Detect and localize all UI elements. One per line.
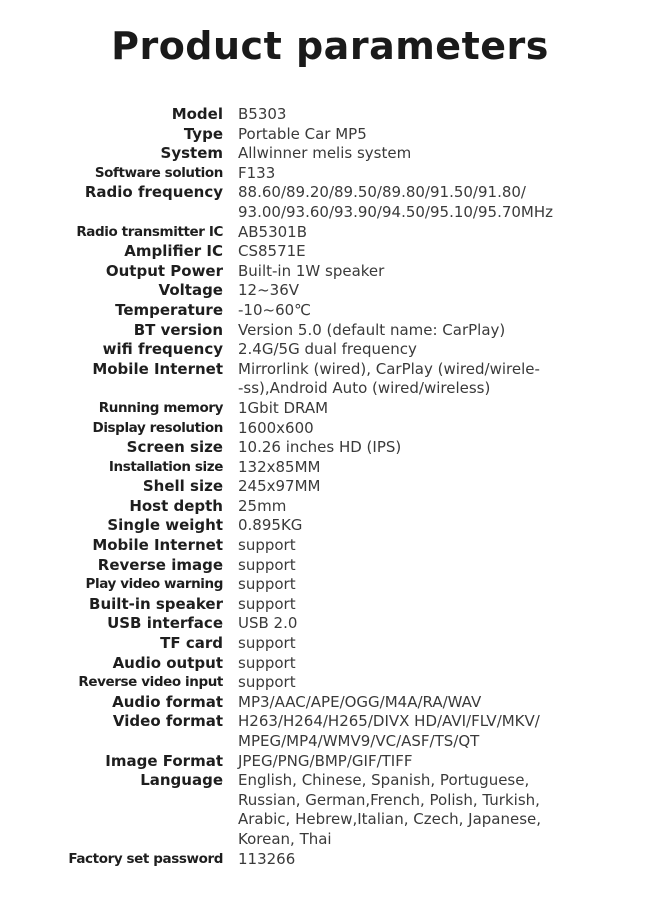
- spec-label: Audio output: [112, 653, 223, 672]
- spec-value-line: support: [238, 594, 296, 613]
- spec-label: Language: [140, 771, 223, 790]
- spec-value: [238, 105, 638, 125]
- spec-label: Shell size: [142, 477, 223, 496]
- spec-value: [238, 438, 638, 458]
- spec-label: Amplifier IC: [124, 242, 223, 261]
- spec-value: [238, 771, 638, 849]
- spec-label: Voltage: [158, 281, 223, 300]
- spec-label: Screen size: [126, 438, 223, 457]
- spec-value-line: USB 2.0: [238, 614, 298, 633]
- spec-value-line: F133: [238, 163, 276, 182]
- spec-label: Running memory: [98, 399, 223, 416]
- spec-label: Display resolution: [92, 419, 223, 436]
- spec-value: [238, 144, 638, 164]
- spec-value-line: Korean, Thai: [238, 829, 332, 848]
- spec-value: [238, 262, 638, 282]
- spec-row: [0, 516, 660, 536]
- spec-value-line: 0.895KG: [238, 516, 303, 535]
- spec-label: Factory set password: [68, 850, 223, 867]
- spec-value: [238, 556, 638, 576]
- spec-value: [238, 575, 638, 595]
- spec-row: [0, 164, 660, 184]
- spec-value: [238, 164, 638, 184]
- spec-value-line: English, Chinese, Spanish, Portuguese,: [238, 771, 530, 790]
- spec-value-line: Russian, German,French, Polish, Turkish,: [238, 790, 540, 809]
- spec-row: [0, 556, 660, 576]
- spec-row: [0, 301, 660, 321]
- spec-row: [0, 360, 660, 399]
- spec-label: Radio frequency: [84, 183, 223, 202]
- spec-value-line: MPEG/MP4/WMV9/VC/ASF/TS/QT: [238, 732, 480, 750]
- spec-value: [238, 693, 638, 713]
- spec-row: [0, 125, 660, 145]
- spec-row: [0, 438, 660, 458]
- spec-value: [238, 281, 638, 301]
- spec-row: [0, 242, 660, 262]
- spec-label: Mobile Internet: [92, 359, 223, 378]
- spec-row: [0, 321, 660, 341]
- spec-value-line: 88.60/89.20/89.50/89.80/91.50/91.80/: [238, 183, 526, 202]
- spec-value-line: 25mm: [238, 496, 287, 515]
- spec-value: [238, 242, 638, 262]
- spec-value-line: support: [238, 634, 296, 653]
- spec-row: [0, 458, 660, 478]
- spec-value: [238, 673, 638, 693]
- spec-label: Single weight: [107, 516, 223, 535]
- spec-row: [0, 497, 660, 517]
- spec-value-line: -ss),Android Auto (wired/wireless): [238, 379, 491, 398]
- spec-row: [0, 771, 660, 849]
- spec-label: Reverse video input: [78, 674, 223, 691]
- spec-value-line: H263/H264/H265/DIVX HD/AVI/FLV/MKV/: [238, 712, 540, 731]
- spec-value-line: Portable Car MP5: [238, 124, 367, 143]
- spec-label: Video format: [112, 712, 223, 731]
- spec-label: Play video warning: [85, 576, 223, 593]
- spec-value: [238, 419, 638, 439]
- spec-row: [0, 223, 660, 243]
- spec-value: [238, 614, 638, 634]
- spec-value: [238, 497, 638, 517]
- spec-row: [0, 575, 660, 595]
- spec-label: Mobile Internet: [92, 536, 223, 555]
- spec-row: [0, 693, 660, 713]
- spec-value-line: Arabic, Hebrew,Italian, Czech, Japanese,: [238, 810, 542, 829]
- spec-table: [0, 105, 660, 869]
- spec-row: [0, 183, 660, 222]
- spec-label: TF card: [160, 634, 223, 653]
- spec-label: System: [160, 144, 223, 163]
- page-title: Product parameters: [111, 24, 549, 68]
- spec-label: Output Power: [105, 261, 223, 280]
- spec-value: [238, 536, 638, 556]
- spec-value: [238, 634, 638, 654]
- spec-value: [238, 752, 638, 772]
- spec-value-line: 93.00/93.60/93.90/94.50/95.10/95.70MHz: [238, 202, 554, 221]
- spec-row: [0, 536, 660, 556]
- spec-value: [238, 321, 638, 341]
- spec-row: [0, 105, 660, 125]
- spec-value-line: 12~36V: [238, 281, 300, 300]
- spec-value-line: JPEG/PNG/BMP/GIF/TIFF: [238, 751, 413, 770]
- spec-value-line: support: [238, 536, 296, 555]
- spec-label: Reverse image: [97, 555, 223, 574]
- spec-value: [238, 712, 638, 751]
- spec-value-line: Version 5.0 (default name: CarPlay): [238, 320, 506, 339]
- spec-row: [0, 614, 660, 634]
- spec-label: Software solution: [94, 164, 223, 181]
- spec-value-line: Built-in 1W speaker: [238, 261, 385, 280]
- spec-value-line: Mirrorlink (wired), CarPlay (wired/wirele-: [238, 359, 540, 378]
- spec-value-line: 2.4G/5G dual frequency: [238, 340, 417, 359]
- spec-label: Host depth: [129, 496, 223, 515]
- spec-row: [0, 712, 660, 751]
- spec-value: [238, 399, 638, 419]
- spec-label: Built-in speaker: [89, 594, 223, 613]
- spec-value: [238, 183, 638, 222]
- spec-label: Image Format: [105, 751, 223, 770]
- spec-label: wifi frequency: [102, 340, 223, 359]
- spec-value: [238, 654, 638, 674]
- spec-value-line: 245x97MM: [238, 477, 321, 496]
- spec-value: [238, 301, 638, 321]
- spec-value: [238, 595, 638, 615]
- spec-value-line: MP3/AAC/APE/OGG/M4A/RA/WAV: [238, 692, 482, 711]
- spec-label: BT version: [133, 320, 223, 339]
- spec-row: [0, 281, 660, 301]
- spec-value: [238, 125, 638, 145]
- spec-value-line: B5303: [238, 105, 287, 123]
- spec-value-line: Allwinner melis system: [238, 144, 412, 163]
- spec-row: [0, 634, 660, 654]
- spec-value-line: support: [238, 555, 296, 574]
- spec-value-line: support: [238, 653, 296, 672]
- spec-value: [238, 360, 638, 399]
- spec-value: [238, 340, 638, 360]
- spec-value-line: 113266: [238, 849, 296, 868]
- spec-row: [0, 654, 660, 674]
- spec-value: [238, 850, 638, 870]
- spec-value: [238, 223, 638, 243]
- spec-row: [0, 477, 660, 497]
- spec-value-line: AB5301B: [238, 222, 308, 241]
- spec-label: USB interface: [107, 614, 223, 633]
- spec-label: Audio format: [112, 692, 223, 711]
- spec-value: [238, 477, 638, 497]
- spec-row: [0, 399, 660, 419]
- spec-row: [0, 144, 660, 164]
- spec-value-line: support: [238, 673, 296, 692]
- spec-row: [0, 850, 660, 870]
- spec-label: Radio transmitter IC: [76, 223, 223, 240]
- spec-value-line: 1600x600: [238, 418, 314, 437]
- spec-label: Type: [183, 124, 223, 143]
- spec-value-line: CS8571E: [238, 242, 306, 261]
- spec-value-line: -10~60℃: [238, 300, 312, 319]
- spec-row: [0, 752, 660, 772]
- spec-value-line: 1Gbit DRAM: [238, 398, 329, 417]
- spec-label: Temperature: [115, 300, 223, 319]
- spec-row: [0, 595, 660, 615]
- spec-row: [0, 419, 660, 439]
- spec-value: [238, 516, 638, 536]
- spec-row: [0, 340, 660, 360]
- spec-row: [0, 262, 660, 282]
- spec-row: [0, 673, 660, 693]
- spec-value: [238, 458, 638, 478]
- spec-label: Model: [171, 105, 223, 123]
- spec-value-line: support: [238, 575, 296, 594]
- spec-value-line: 10.26 inches HD (IPS): [238, 438, 402, 457]
- spec-value-line: 132x85MM: [238, 457, 321, 476]
- spec-label: Installation size: [108, 458, 223, 475]
